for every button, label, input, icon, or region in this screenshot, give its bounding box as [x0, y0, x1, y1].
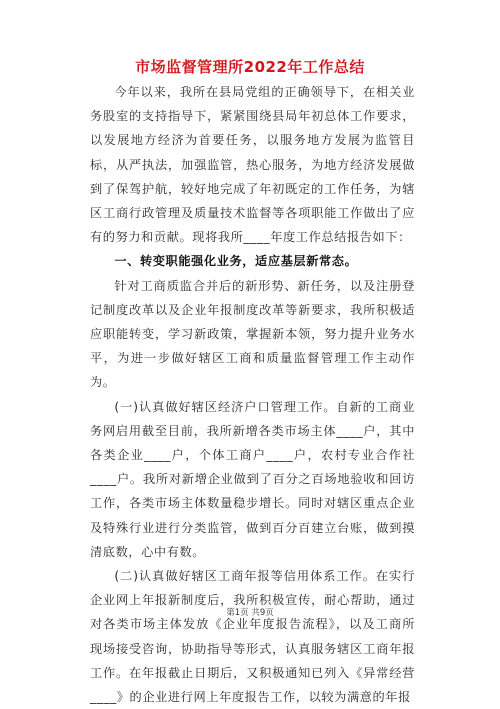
body-paragraph: (二)认真做好辖区工商年报等信用体系工作。在实行企业网上年报新制度后，我所积极宣传，耐心帮助，通过对各类市场主体发放《企业年度报告流程》，以及工商所现场接受咨询，协助指导等形式，认真服务辖区工商年报工作。在年报截止日期后，又积极通知已列入《异常经营____》的企业进行网上年度报告工作，以较为满意的年报 [90, 569, 415, 705]
intro-paragraph: 今年以来，我所在县局党组的正确领导下，在相关业务股室的支持指导下，紧紧围绕县局年初总体工作要求，以发展地方经济为首要任务，以服务地方发展为监管目标，从严执法，加强监管，热心服务，为地方经济发展做到了保驾护航，较好地完成了年初既定的工作任务，为辖区工商行政管理及质量技术监督等各项职能工作做出了应有的努力和贡献。现将我所____年度工作总结报告如下： [90, 85, 415, 245]
page-footer: 第1页 共9页 [226, 608, 274, 618]
body-paragraph: 针对工商质监合并后的新形势、新任务，以及注册登记制度改革以及企业年报制度改革等新要求，我所积极适应职能转变，学习新政策，掌握新本领，努力提升业务水平，为进一步做好辖区工商和质量监督管理工作主动作为。 [90, 278, 415, 390]
document-title: 市场监督管理所2022年工作总结 [135, 58, 365, 76]
section-heading: 一、转变职能强化业务，适应基层新常态。 [114, 254, 358, 269]
body-paragraph: (一)认真做好辖区经济户口管理工作。自新的工商业务网启用截至目前，我所新增各类市场主体____户，其中各类企业____户，个体工商户____户，农村专业合作社____户。我所对新增企业做到了百分之百场地验收和回访工作，各类市场主体数量稳步增长。同时对辖区重点企业及特殊行业进行分类监管，做到百分百建立台账，做到摸清底数，心中有数。 [90, 399, 415, 559]
